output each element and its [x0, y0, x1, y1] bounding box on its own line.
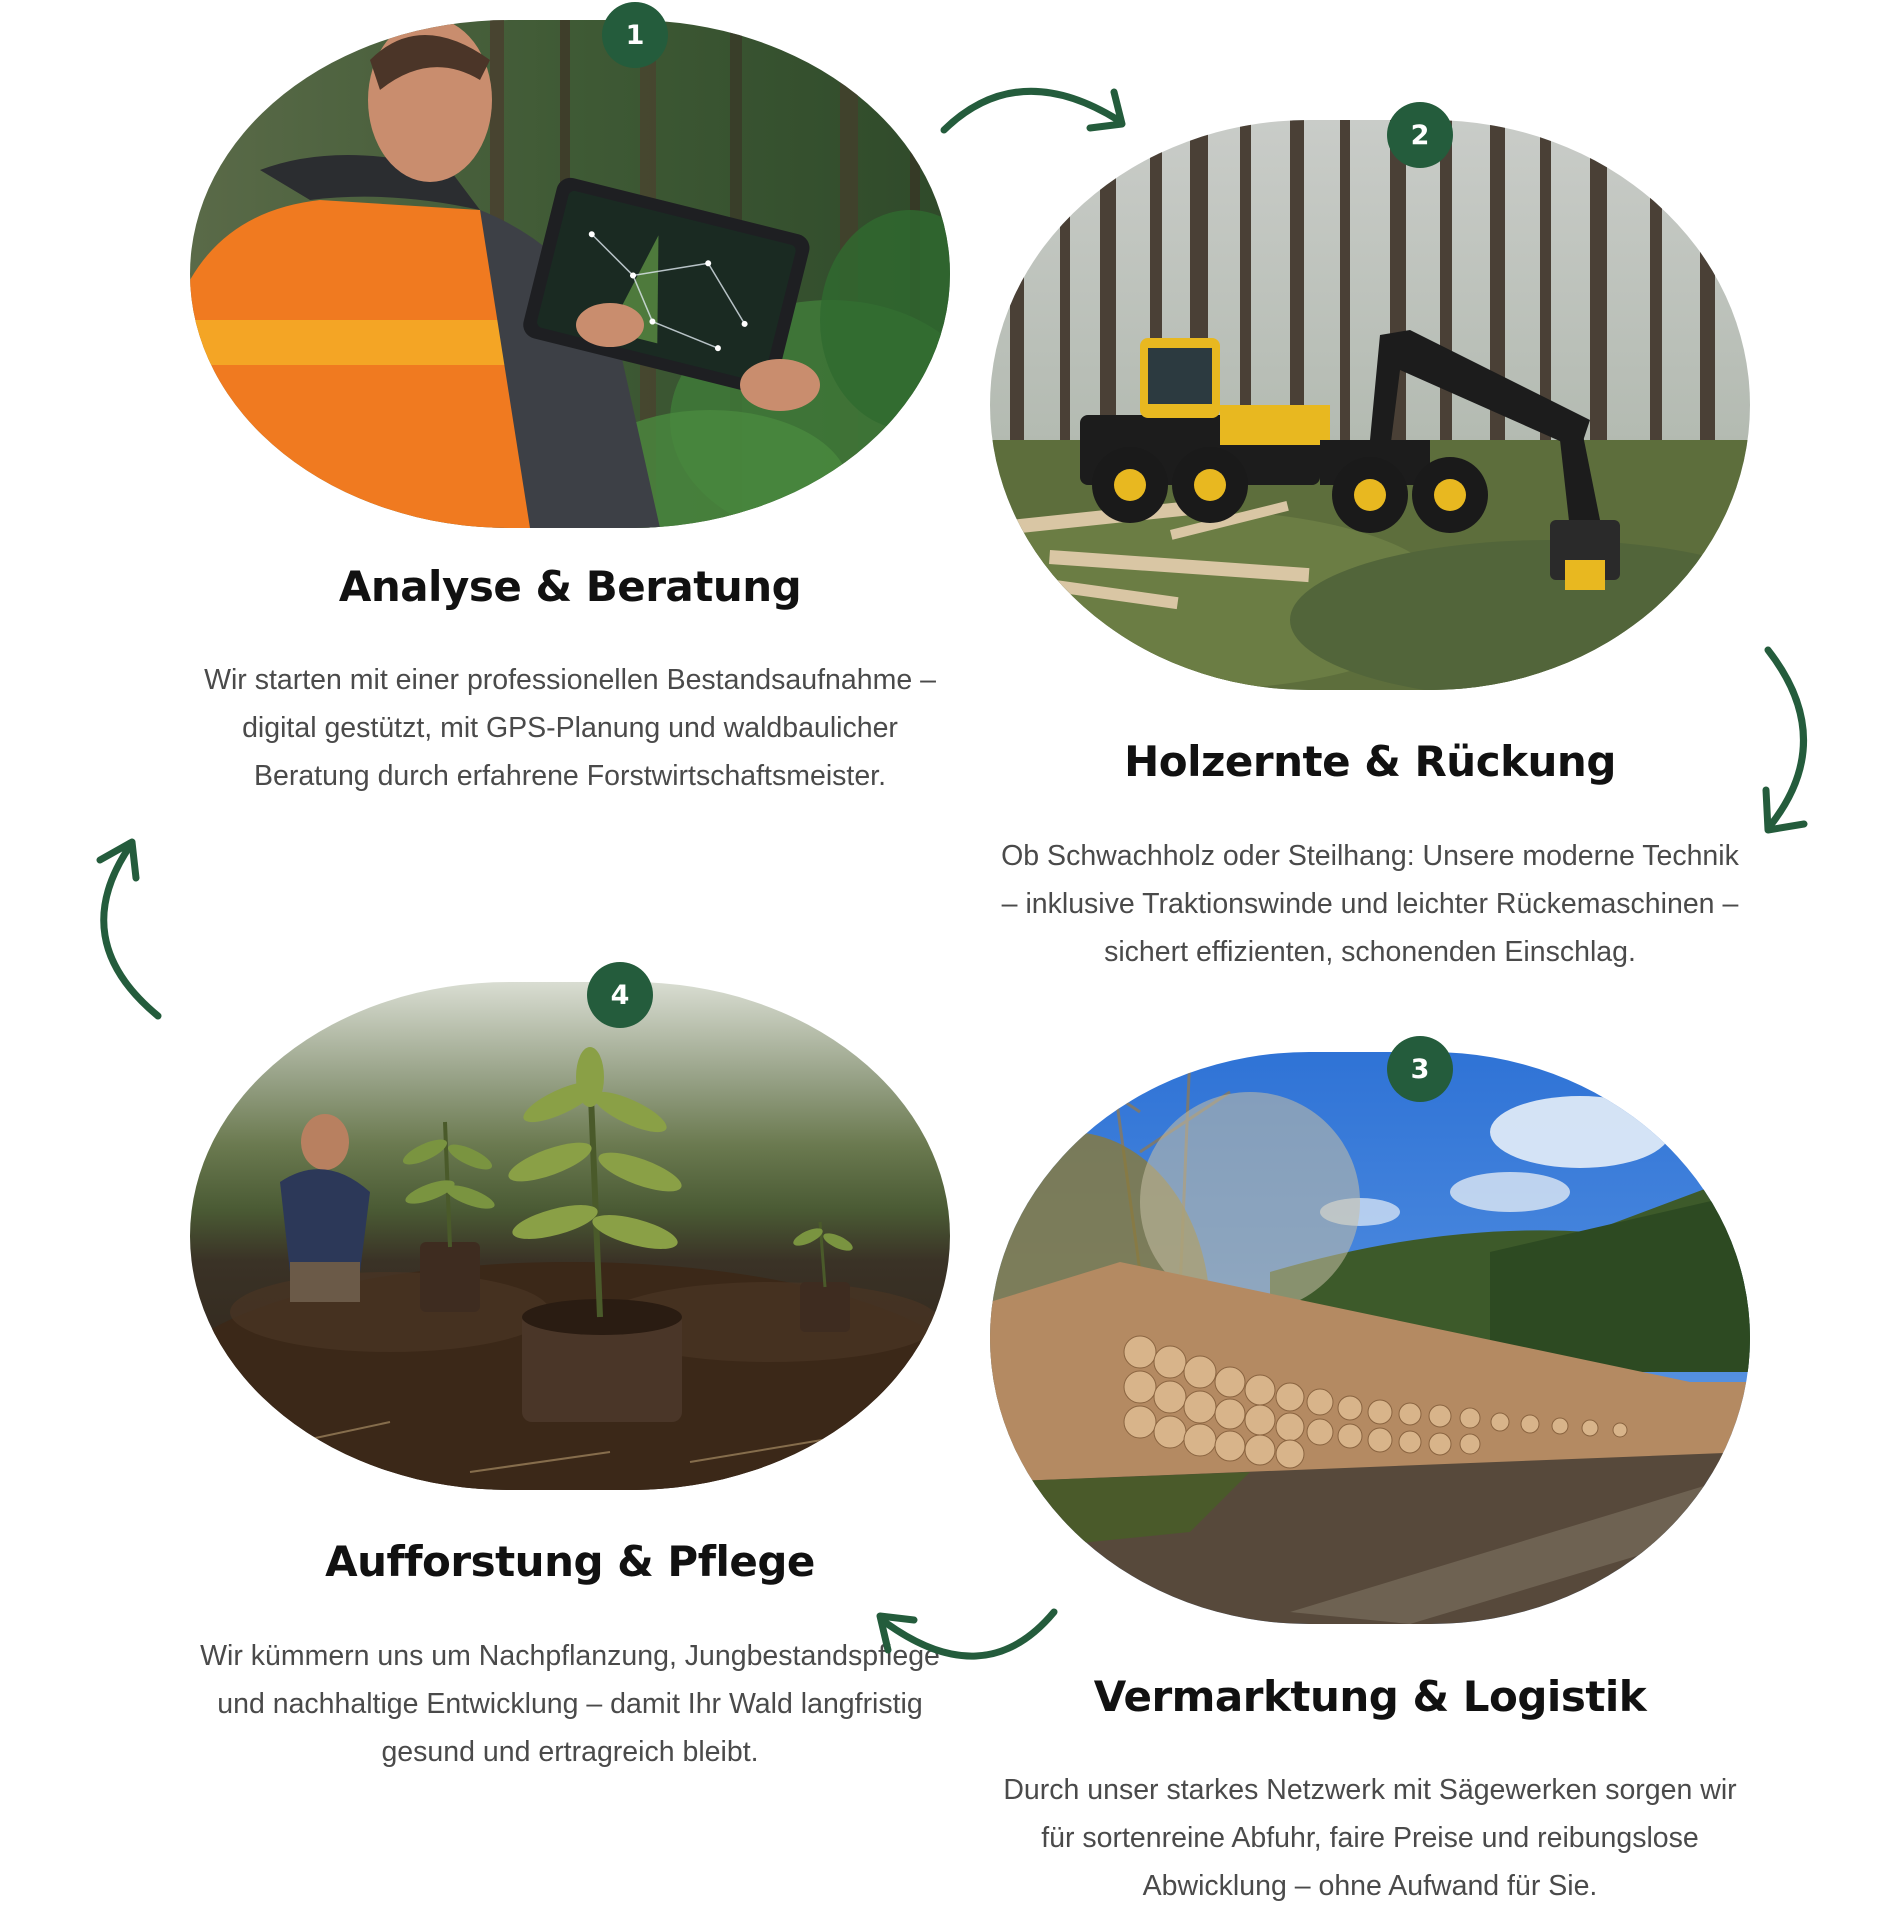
curved-arrow-icon [938, 68, 1138, 150]
step-4-description: Wir kümmern uns um Nachpflanzung, Jungbestandspflege und nachhaltige Entwicklung – damit Ihr Wald langfristig gesund und ertragreich bleibt. [200, 1640, 940, 1768]
step-2-image [990, 120, 1750, 690]
step-2-title: Holzernte & Rückung [1124, 737, 1616, 786]
step-1-title: Analyse & Beratung [338, 562, 802, 611]
step-2-description: Ob Schwachholz oder Steilhang: Unsere moderne Technik – inklusive Traktionswinde und leichter Rückemaschinen – sichert effizienten, schonenden Einschlag. [1001, 840, 1739, 968]
step-2-number-badge: 2 [1387, 102, 1453, 168]
step-3-image [990, 1052, 1750, 1624]
curved-arrow-icon [864, 1596, 1060, 1678]
curved-arrow-icon [86, 830, 166, 1026]
step-3-description: Durch unser starkes Netzwerk mit Sägewerken sorgen wir für sortenreine Abfuhr, faire Preise und reibungslose Abwicklung – ohne Aufwand für Sie. [1003, 1774, 1737, 1902]
step-4-number-badge: 4 [587, 962, 653, 1028]
step-1-number-badge: 1 [602, 2, 668, 68]
step-1-image [190, 20, 950, 528]
step-3-number-badge: 3 [1387, 1036, 1453, 1102]
step-4-title: Aufforstung & Pflege [325, 1537, 815, 1586]
step-1-description: Wir starten mit einer professionellen Bestandsaufnahme – digital gestützt, mit GPS-Planung und waldbaulicher Beratung durch erfahrene Forstwirtschaftsmeister. [204, 664, 936, 792]
step-3-title: Vermarktung & Logistik [1093, 1672, 1647, 1721]
curved-arrow-icon [1752, 640, 1832, 840]
step-4-image [190, 982, 950, 1490]
